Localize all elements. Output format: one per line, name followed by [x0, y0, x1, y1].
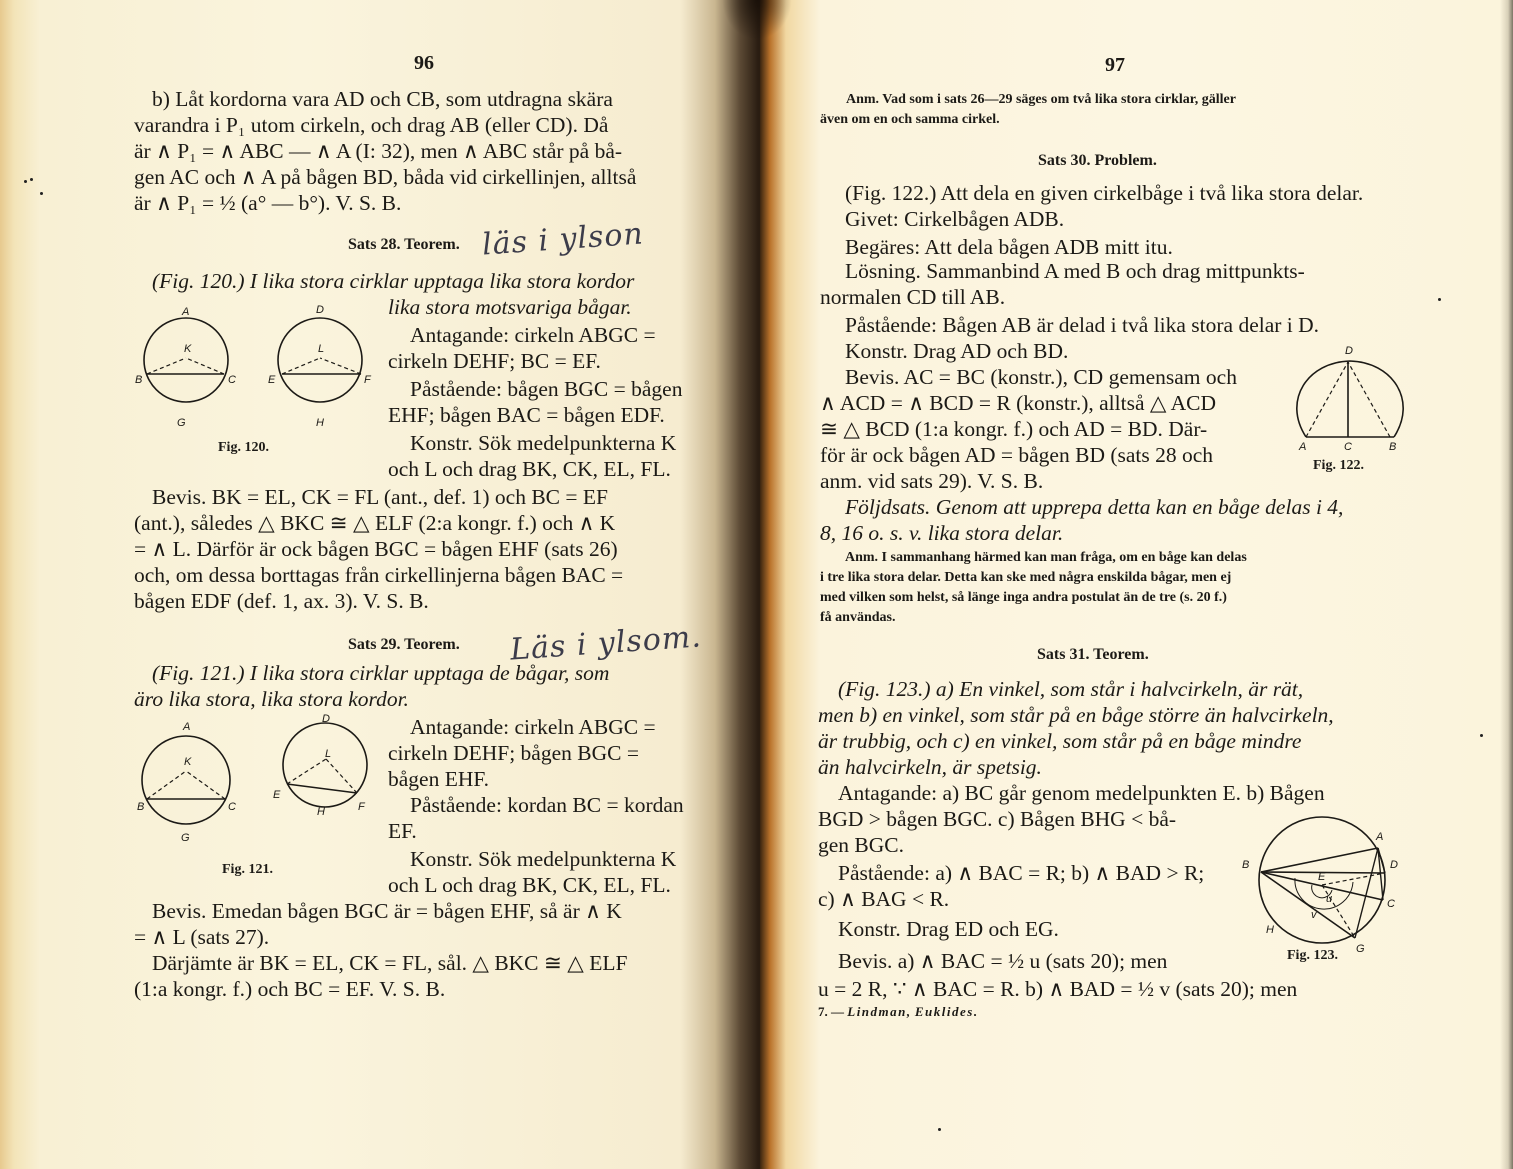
sats29-pastaende: Påstående: kordan BC = kordan: [410, 793, 684, 817]
anm-2: få användas.: [820, 610, 896, 625]
label-G: G: [181, 832, 190, 844]
para-b-line: b) Låt kordorna vara AD och CB, som utdragna skära: [152, 87, 613, 111]
foljdsats: 8, 16 o. s. v. lika stora delar.: [820, 521, 1064, 545]
sats31-konstr: Konstr. Drag ED och EG.: [838, 917, 1059, 941]
sats29-darjamte: Därjämte är BK = EL, CK = FL, sål. △ BKC ≅ △ ELF: [152, 951, 628, 975]
sats30-heading: Sats 30. Problem.: [1038, 152, 1157, 169]
dust-speck: [24, 180, 27, 183]
figure-121: [135, 715, 395, 855]
label-C: C: [1344, 441, 1352, 453]
dust-speck: [1480, 734, 1483, 737]
sats30-line: Lösning. Sammanbind A med B och drag mittpunkts-: [845, 259, 1305, 283]
sats28-bevis: Bevis. BK = EL, CK = FL (ant., def. 1) och BC = EF: [152, 485, 608, 509]
sats30-bevis: ∧ ACD = ∧ BCD = R (konstr.), alltså △ ACD: [820, 391, 1216, 415]
sats31-antagande: Antagande: a) BC går genom medelpunkten E. b) Bågen: [838, 781, 1325, 805]
fig121-circle-2: [273, 713, 367, 818]
label-D: D: [316, 304, 324, 316]
label-A: A: [1376, 831, 1384, 843]
label-C: C: [228, 374, 236, 386]
sats28-konstr: och L och drag BK, CK, EL, FL.: [388, 457, 671, 481]
sats31-heading: Sats 31. Teorem.: [1037, 646, 1149, 663]
dust-speck: [938, 1128, 941, 1131]
sats29-pastaende: EF.: [388, 819, 417, 843]
sats30-line: normalen CD till AB.: [820, 285, 1006, 309]
fig123-caption: Fig. 123.: [1287, 948, 1338, 963]
fig120-circle-2: [268, 304, 372, 429]
sats31-bevis: Bevis. a) ∧ BAC = ½ u (sats 20); men: [838, 949, 1168, 973]
sats28-bevis: (ant.), således △ BKC ≅ △ ELF (2:a kongr. f.) och ∧ K: [134, 511, 616, 535]
sats28-bevis: = ∧ L. Därför är ock bågen BGC = bågen EHF (sats 26): [134, 537, 618, 561]
sats29-antagande: Antagande: cirkeln ABGC =: [410, 715, 656, 739]
sats31-statement: är trubbig, och c) en vinkel, som står på en båge mindre: [818, 729, 1302, 753]
sats31-bevis: u = 2 R, ∵ ∧ BAC = R. b) ∧ BAD = ½ v (sats 20); men: [818, 977, 1298, 1001]
sats28-statement: lika stora motsvariga bågar.: [388, 295, 632, 319]
para-b-line: är ∧ P₁ = ∧ ABC — ∧ A (I: 32), men ∧ ABC står på bå-: [134, 139, 623, 163]
page-number-left: 96: [414, 52, 434, 74]
label-B: B: [137, 801, 145, 813]
sats29-statement: äro lika stora, lika stora kordor.: [134, 687, 409, 711]
label-D: D: [322, 713, 330, 725]
label-A: A: [183, 721, 191, 733]
sats28-bevis: bågen EDF (def. 1, ax. 3). V. S. B.: [134, 589, 429, 613]
sats31-statement: men b) en vinkel, som står på en båge större än halvcirkeln,: [818, 703, 1334, 727]
label-K: K: [184, 756, 192, 768]
footer-title: Euklides.: [914, 1004, 979, 1019]
anm-2: i tre lika stora delar. Detta kan ske med några enskilda bågar, men ej: [820, 570, 1232, 585]
label-B: B: [135, 374, 143, 386]
label-L: L: [318, 343, 325, 355]
sats29-statement: (Fig. 121.) I lika stora cirklar upptaga de bågar, som: [152, 661, 610, 685]
sats30-bevis: ≅ △ BCD (1:a kongr. f.) och AD = BD. Där-: [820, 417, 1208, 441]
handwritten-note: läs i ylson: [480, 216, 645, 263]
sats30-bevis: för är ock bågen AD = bågen BD (sats 28 och: [820, 443, 1214, 467]
sats29-heading: Sats 29. Teorem.: [348, 636, 460, 653]
dust-speck: [1438, 298, 1441, 301]
sats31-statement: än halvcirkeln, är spetsig.: [818, 755, 1042, 779]
fig121-circle-1: [137, 721, 236, 844]
anm-1: Anm. Vad som i sats 26—29 säges om två lika stora cirklar, gäller: [846, 92, 1236, 107]
sats28-antagande: cirkeln DEHF; BC = EF.: [388, 349, 601, 373]
footer-author: Lindman,: [847, 1004, 912, 1019]
figure-120: [135, 305, 395, 435]
label-D: D: [1345, 345, 1353, 357]
sats30-line: Påstående: Bågen AB är delad i två lika stora delar i D.: [845, 313, 1320, 337]
dust-speck: [40, 192, 43, 195]
footer-dash: —: [831, 1004, 844, 1019]
sats29-konstr: Konstr. Sök medelpunkterna K: [410, 847, 677, 871]
label-F: F: [358, 801, 365, 813]
sats31-statement: (Fig. 123.) a) En vinkel, som står i halvcirkeln, är rät,: [838, 677, 1304, 701]
anm-2: med vilken som helst, så länge inga andra postulat än de tre (s. 20 f.): [820, 590, 1227, 605]
sats28-antagande: Antagande: cirkeln ABGC =: [410, 323, 656, 347]
sats30-line: Givet: Cirkelbågen ADB.: [845, 207, 1065, 231]
para-b-line: varandra i P₁ utom cirkeln, och drag AB (eller CD). Då: [134, 113, 609, 137]
label-B: B: [1389, 441, 1397, 453]
label-C: C: [1387, 898, 1395, 910]
signature-number: 7.: [818, 1004, 828, 1019]
label-u: u: [1326, 893, 1333, 905]
sats31-antagande: gen BGC.: [818, 833, 904, 857]
label-E: E: [1318, 871, 1326, 883]
label-A: A: [182, 306, 190, 318]
sats31-antagande: BGD > bågen BGC. c) Bågen BHG < bå-: [818, 807, 1177, 831]
dust-speck: [30, 178, 33, 181]
figure-122: [1290, 340, 1420, 453]
label-B: B: [1242, 859, 1250, 871]
label-F: F: [364, 374, 371, 386]
sats28-pastaende: EHF; bågen BAC = bågen EDF.: [388, 403, 665, 427]
chord-BG: [1261, 872, 1355, 938]
page-footer: [818, 1004, 979, 1020]
label-H: H: [1266, 924, 1274, 936]
sats29-darjamte: (1:a kongr. f.) och BC = EF. V. S. B.: [134, 977, 446, 1001]
page-number-right: 97: [1105, 54, 1125, 76]
fig121-caption: Fig. 121.: [222, 862, 273, 877]
chord-BA: [1261, 848, 1378, 872]
sats30-bevis: Bevis. AC = BC (konstr.), CD gemensam och: [845, 365, 1237, 389]
foljdsats: Följdsats. Genom att upprepa detta kan en båge delas i 4,: [845, 495, 1344, 519]
label-E: E: [273, 789, 281, 801]
label-A: A: [1299, 441, 1307, 453]
sats29-antagande: cirkeln DEHF; bågen BGC =: [388, 741, 639, 765]
label-D: D: [1390, 859, 1398, 871]
para-b-line: är ∧ P₁ = ½ (a° — b°). V. S. B.: [134, 191, 402, 215]
sats29-bevis: Bevis. Emedan bågen BGC är = bågen EHF, så är ∧ K: [152, 899, 622, 923]
label-L: L: [325, 748, 332, 760]
anm-1: även om en och samma cirkel.: [820, 112, 1000, 127]
sats30-line: (Fig. 122.) Att dela en given cirkelbåge i två lika stora delar.: [845, 181, 1364, 205]
label-C: C: [228, 801, 236, 813]
sats29-konstr: och L och drag BK, CK, EL, FL.: [388, 873, 671, 897]
label-G: G: [177, 417, 186, 429]
fig120-caption: Fig. 120.: [218, 440, 269, 455]
label-H: H: [317, 806, 325, 818]
sats29-bevis: = ∧ L (sats 27).: [134, 925, 270, 949]
sats31-pastaende: Påstående: a) ∧ BAC = R; b) ∧ BAD > R;: [838, 861, 1205, 885]
fig120-circle-1: [135, 306, 236, 429]
sats28-pastaende: Påstående: bågen BGC = bågen: [410, 377, 683, 401]
label-G: G: [1356, 943, 1365, 955]
para-b-line: gen AC och ∧ A på bågen BD, båda vid cirkellinjen, alltså: [134, 165, 637, 189]
sats29-antagande: bågen EHF.: [388, 767, 489, 791]
sats31-pastaende: c) ∧ BAG < R.: [818, 887, 950, 911]
sats30-line: Begäres: Att dela bågen ADB mitt itu.: [845, 235, 1173, 259]
spine-shadow: [722, 0, 792, 40]
label-K: K: [184, 343, 192, 355]
sats28-heading: Sats 28. Teorem.: [348, 236, 460, 253]
fig122-caption: Fig. 122.: [1313, 458, 1364, 473]
sats28-statement: (Fig. 120.) I lika stora cirklar upptaga lika stora kordor: [152, 269, 635, 293]
handwritten-note: Läs i ylsom.: [509, 619, 703, 668]
label-E: E: [268, 374, 276, 386]
label-H: H: [316, 417, 324, 429]
sats28-bevis: och, om dessa borttagas från cirkellinjerna bågen BAC =: [134, 563, 624, 587]
sats30-line: Konstr. Drag AD och BD.: [845, 339, 1069, 363]
label-v: v: [1311, 909, 1317, 921]
anm-2: Anm. I sammanhang härmed kan man fråga, om en båge kan delas: [845, 550, 1247, 565]
sats30-bevis: anm. vid sats 29). V. S. B.: [820, 469, 1044, 493]
figure-123: [1240, 810, 1430, 955]
sats28-konstr: Konstr. Sök medelpunkterna K: [410, 431, 677, 455]
